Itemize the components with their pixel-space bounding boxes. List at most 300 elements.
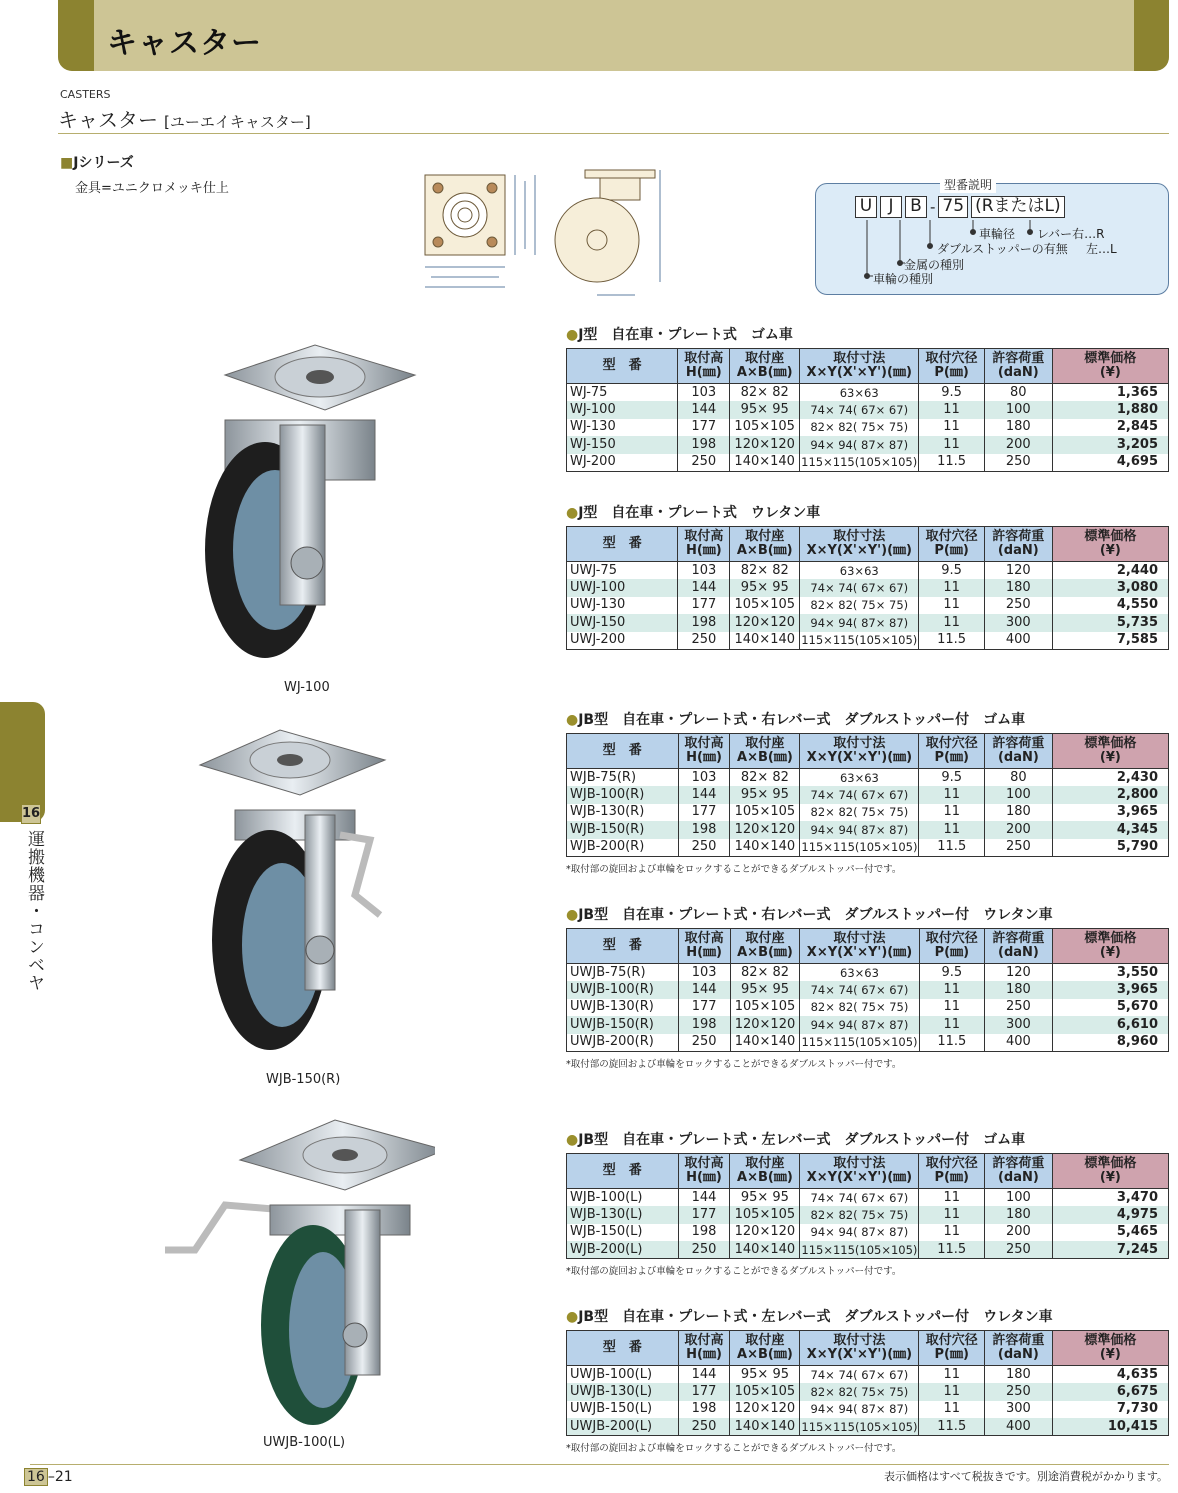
spec-section — [566, 324, 1169, 472]
series-title — [60, 152, 134, 172]
spec-table — [566, 348, 1169, 472]
table-cell: 140×140 — [730, 839, 800, 857]
table-cell: 11 — [919, 1224, 985, 1242]
table-row — [567, 1418, 1169, 1436]
table-cell: WJB-150(L) — [567, 1224, 679, 1242]
table-cell: 11 — [919, 981, 985, 999]
table-cell: UWJB-100(L) — [567, 1366, 679, 1384]
column-header: 取付穴径 P(㎜) — [919, 929, 985, 964]
column-header: 取付寸法 X×Y(X'×Y')(㎜) — [800, 349, 919, 384]
table-cell: 3,965 — [1052, 981, 1168, 999]
table-cell: 177 — [678, 419, 730, 437]
bullet-dot-icon: ● — [566, 1132, 579, 1148]
spec-section — [566, 1129, 1169, 1277]
table-cell: 4,635 — [1052, 1366, 1168, 1384]
section-title-text: JB型 自在車・プレート式・左レバー式 ダブルストッパー付 ゴム車 — [578, 1132, 1026, 1148]
table-row — [567, 804, 1169, 822]
table-cell: 105×105 — [730, 804, 800, 822]
table-cell: 11 — [919, 1016, 985, 1034]
table-cell: 200 — [985, 821, 1053, 839]
section-note: *取付部の旋回および車輪をロックすることができるダブルストッパー付です。 — [566, 1266, 902, 1278]
table-cell: WJB-200(L) — [567, 1241, 679, 1259]
column-header: 型 番 — [567, 349, 678, 384]
table-cell: WJB-200(R) — [567, 839, 679, 857]
table-cell: 82× 82( 75× 75) — [800, 419, 919, 437]
table-cell: 8,960 — [1052, 1034, 1168, 1052]
series-title-text: Jシリーズ — [73, 155, 134, 171]
table-cell: 11.5 — [919, 454, 985, 472]
table-cell: 11 — [919, 1383, 985, 1401]
photo-caption-2: WJB-150(R) — [266, 1072, 341, 1087]
table-cell: WJB-100(R) — [567, 786, 679, 804]
table-cell: 11 — [919, 804, 985, 822]
table-row — [567, 454, 1169, 472]
table-row — [567, 1189, 1169, 1207]
column-header: 型 番 — [567, 527, 678, 562]
table-cell: UWJ-150 — [567, 614, 678, 632]
table-cell: 300 — [984, 614, 1052, 632]
spec-section — [566, 1306, 1169, 1454]
column-header: 許容荷重 (daN) — [985, 734, 1053, 769]
table-cell: 6,675 — [1052, 1383, 1168, 1401]
table-cell: 74× 74( 67× 67) — [800, 1366, 919, 1384]
page-number — [24, 1469, 73, 1485]
column-header: 取付座 A×B(㎜) — [730, 349, 800, 384]
table-cell: 3,205 — [1052, 436, 1168, 454]
table-cell: 144 — [678, 1189, 730, 1207]
column-header: 型 番 — [567, 1154, 679, 1189]
table-cell: 105×105 — [730, 999, 800, 1017]
legend-metal-type: 金属の種別 — [904, 258, 965, 272]
table-cell: 74× 74( 67× 67) — [800, 981, 919, 999]
section-note: *取付部の旋回および車輪をロックすることができるダブルストッパー付です。 — [566, 1443, 902, 1455]
table-cell: WJB-100(L) — [567, 1189, 679, 1207]
table-cell: 5,735 — [1052, 614, 1168, 632]
spec-section — [566, 709, 1169, 875]
table-cell: 82× 82 — [730, 384, 800, 402]
footer-divider — [30, 1464, 1169, 1465]
section-title-text: JB型 自在車・プレート式・左レバー式 ダブルストッパー付 ウレタン車 — [578, 1309, 1053, 1325]
spec-section — [566, 904, 1169, 1070]
column-header: 許容荷重 (daN) — [985, 1154, 1053, 1189]
table-cell: 74× 74( 67× 67) — [800, 786, 919, 804]
table-cell: WJ-75 — [567, 384, 678, 402]
table-row — [567, 964, 1169, 982]
section-title — [566, 904, 1169, 923]
table-cell: 7,585 — [1052, 632, 1168, 650]
section-title-text: J型 自在車・プレート式 ウレタン車 — [578, 505, 821, 521]
table-cell: 180 — [985, 1206, 1053, 1224]
table-row — [567, 981, 1169, 999]
table-row — [567, 1034, 1169, 1052]
table-cell: 6,610 — [1052, 1016, 1168, 1034]
table-cell: 120×120 — [730, 1016, 800, 1034]
bullet-dot-icon: ● — [566, 1309, 579, 1325]
table-cell: UWJB-130(L) — [567, 1383, 679, 1401]
table-cell: 1,880 — [1052, 401, 1168, 419]
table-cell: 250 — [678, 632, 730, 650]
section-title-text: J型 自在車・プレート式 ゴム車 — [578, 327, 793, 343]
table-cell: 4,550 — [1052, 597, 1168, 615]
table-cell: 2,430 — [1052, 769, 1168, 787]
section-title — [566, 1306, 1169, 1325]
table-cell: 180 — [985, 804, 1053, 822]
bullet-dot-icon: ● — [566, 712, 579, 728]
table-cell: WJB-75(R) — [567, 769, 679, 787]
column-header: 許容荷重 (daN) — [984, 349, 1052, 384]
table-cell: 250 — [985, 999, 1053, 1017]
table-cell: 4,975 — [1052, 1206, 1168, 1224]
bullet-dot-icon: ● — [566, 907, 579, 923]
table-row — [567, 562, 1169, 580]
table-cell: WJ-200 — [567, 454, 678, 472]
spec-table — [566, 1330, 1169, 1436]
table-cell: 3,080 — [1052, 579, 1168, 597]
table-cell: 11 — [919, 821, 985, 839]
column-header: 許容荷重 (daN) — [984, 527, 1052, 562]
table-cell: 11 — [919, 1366, 985, 1384]
table-cell: 3,965 — [1052, 804, 1168, 822]
table-cell: UWJ-75 — [567, 562, 678, 580]
table-cell: WJB-130(R) — [567, 804, 679, 822]
table-row — [567, 1383, 1169, 1401]
table-cell: 74× 74( 67× 67) — [800, 401, 919, 419]
table-cell: 200 — [985, 1224, 1053, 1242]
table-cell: 95× 95 — [730, 401, 800, 419]
section-title — [566, 709, 1169, 728]
table-cell: 100 — [985, 786, 1053, 804]
table-cell: 120 — [985, 964, 1053, 982]
table-cell: 80 — [984, 384, 1052, 402]
table-cell: 144 — [678, 981, 730, 999]
column-header: 取付座 A×B(㎜) — [730, 1331, 800, 1366]
table-cell: 2,845 — [1052, 419, 1168, 437]
table-cell: 250 — [678, 1034, 730, 1052]
table-cell: 198 — [678, 1224, 730, 1242]
table-cell: UWJB-200(L) — [567, 1418, 679, 1436]
table-cell: 198 — [678, 821, 730, 839]
column-header: 取付高 H(㎜) — [678, 929, 730, 964]
legend-double-stopper: ダブルストッパーの有無 — [937, 242, 1068, 256]
table-cell: 115×115(105×105) — [800, 454, 919, 472]
table-cell: 94× 94( 87× 87) — [800, 1401, 919, 1419]
table-cell: 144 — [678, 786, 730, 804]
table-cell: 198 — [678, 436, 730, 454]
table-row — [567, 1241, 1169, 1259]
table-cell: 200 — [984, 436, 1052, 454]
table-cell: 95× 95 — [730, 981, 800, 999]
column-header: 取付座 A×B(㎜) — [730, 1154, 800, 1189]
table-cell: 5,790 — [1052, 839, 1168, 857]
square-bullet-icon: ■ — [60, 155, 74, 171]
table-row — [567, 821, 1169, 839]
table-cell: 11 — [919, 401, 985, 419]
table-cell: 250 — [678, 839, 730, 857]
table-row — [567, 786, 1169, 804]
section-note: *取付部の旋回および車輪をロックすることができるダブルストッパー付です。 — [566, 1058, 902, 1070]
table-cell: 250 — [678, 1241, 730, 1259]
table-cell: 103 — [678, 384, 730, 402]
subtitle-jp-bracket: [ユーエイキャスター] — [164, 113, 311, 131]
table-cell: 5,465 — [1052, 1224, 1168, 1242]
subtitle-jp — [58, 104, 311, 133]
code-j: J — [880, 196, 902, 218]
table-cell: 2,800 — [1052, 786, 1168, 804]
table-cell: 115×115(105×105) — [800, 632, 919, 650]
table-cell: 10,415 — [1052, 1418, 1168, 1436]
section-title-text: JB型 自在車・プレート式・右レバー式 ダブルストッパー付 ゴム車 — [578, 712, 1026, 728]
legend-lever-right: レバー右…R — [1037, 227, 1105, 241]
table-cell: 3,470 — [1052, 1189, 1168, 1207]
column-header: 取付寸法 X×Y(X'×Y')(㎜) — [800, 929, 919, 964]
table-cell: UWJB-100(R) — [567, 981, 679, 999]
section-title — [566, 502, 1169, 521]
subtitle-en: CASTERS — [60, 88, 111, 101]
table-cell: 1,365 — [1052, 384, 1168, 402]
header-tab-right — [1134, 0, 1169, 71]
table-row — [567, 769, 1169, 787]
table-cell: 250 — [984, 597, 1052, 615]
table-cell: 63×63 — [800, 562, 919, 580]
table-cell: 80 — [985, 769, 1053, 787]
column-header: 取付穴径 P(㎜) — [919, 527, 985, 562]
column-header: 取付座 A×B(㎜) — [730, 929, 800, 964]
footer-tax-note: 表示価格はすべて税抜きです。別途消費税がかかります。 — [883, 1470, 1168, 1483]
table-cell: 120×120 — [730, 1401, 800, 1419]
side-chapter-number: 16 — [21, 804, 41, 824]
column-header: 取付高 H(㎜) — [678, 1154, 730, 1189]
table-cell: 63×63 — [800, 769, 919, 787]
page-title: キャスター — [107, 26, 262, 61]
table-cell: WJ-130 — [567, 419, 678, 437]
table-cell: 180 — [985, 1366, 1053, 1384]
table-cell: 63×63 — [800, 384, 919, 402]
spec-table — [566, 928, 1169, 1052]
table-cell: 11 — [919, 614, 985, 632]
table-row — [567, 1206, 1169, 1224]
table-cell: 82× 82( 75× 75) — [800, 1383, 919, 1401]
table-cell: 9.5 — [919, 964, 985, 982]
table-cell: 250 — [678, 1418, 730, 1436]
column-header: 標準価格 (¥) — [1052, 1331, 1168, 1366]
table-cell: 180 — [984, 579, 1052, 597]
table-cell: 82× 82 — [730, 964, 800, 982]
code-dash: - — [930, 198, 936, 216]
spec-table — [566, 1153, 1169, 1259]
table-cell: 120×120 — [730, 614, 800, 632]
dimension-diagram — [405, 155, 685, 305]
column-header: 標準価格 (¥) — [1052, 929, 1168, 964]
table-cell: 94× 94( 87× 87) — [800, 614, 919, 632]
table-cell: 3,550 — [1052, 964, 1168, 982]
table-cell: UWJB-75(R) — [567, 964, 679, 982]
table-cell: 177 — [678, 999, 730, 1017]
table-cell: 120 — [984, 562, 1052, 580]
column-header: 取付高 H(㎜) — [678, 527, 730, 562]
table-cell: 180 — [984, 419, 1052, 437]
table-cell: 11 — [919, 436, 985, 454]
table-row — [567, 1016, 1169, 1034]
table-cell: UWJ-100 — [567, 579, 678, 597]
column-header: 取付穴径 P(㎜) — [919, 734, 985, 769]
table-cell: 82× 82( 75× 75) — [800, 999, 919, 1017]
table-cell: 400 — [985, 1034, 1053, 1052]
column-header: 型 番 — [567, 734, 679, 769]
table-cell: 103 — [678, 562, 730, 580]
table-cell: 95× 95 — [730, 1189, 800, 1207]
table-row — [567, 614, 1169, 632]
section-note: *取付部の旋回および車輪をロックすることができるダブルストッパー付です。 — [566, 863, 902, 875]
column-header: 取付寸法 X×Y(X'×Y')(㎜) — [800, 1154, 919, 1189]
table-cell: 11.5 — [919, 1418, 985, 1436]
column-header: 取付寸法 X×Y(X'×Y')(㎜) — [800, 527, 919, 562]
table-cell: 140×140 — [730, 454, 800, 472]
table-cell: 82× 82 — [730, 769, 800, 787]
table-cell: 400 — [984, 632, 1052, 650]
table-cell: 11 — [919, 786, 985, 804]
table-cell: 198 — [678, 1401, 730, 1419]
table-cell: 11.5 — [919, 1241, 985, 1259]
section-title-text: JB型 自在車・プレート式・右レバー式 ダブルストッパー付 ウレタン車 — [578, 907, 1053, 923]
bullet-dot-icon: ● — [566, 505, 579, 521]
code-b: B — [905, 196, 927, 218]
table-row — [567, 384, 1169, 402]
table-cell: 95× 95 — [730, 786, 800, 804]
side-chapter-title: 運搬機器・コンベヤ — [24, 830, 44, 992]
table-cell: 177 — [678, 804, 730, 822]
series-subtitle: 金具=ユニクロメッキ仕上 — [75, 181, 229, 196]
column-header: 標準価格 (¥) — [1052, 1154, 1168, 1189]
caster-photo-uwjb100l — [155, 1110, 435, 1430]
section-title — [566, 1129, 1169, 1148]
table-cell: 94× 94( 87× 87) — [800, 1224, 919, 1242]
column-header: 取付寸法 X×Y(X'×Y')(㎜) — [800, 734, 919, 769]
column-header: 取付穴径 P(㎜) — [919, 349, 985, 384]
table-cell: 144 — [678, 1366, 730, 1384]
code-u: U — [855, 196, 877, 218]
table-cell: 198 — [678, 1016, 730, 1034]
table-cell: WJ-100 — [567, 401, 678, 419]
table-cell: 9.5 — [919, 769, 985, 787]
table-row — [567, 1224, 1169, 1242]
legend-wheel-type: 車輪の種別 — [873, 272, 934, 286]
table-cell: 177 — [678, 1383, 730, 1401]
table-cell: WJ-150 — [567, 436, 678, 454]
table-cell: 250 — [985, 1241, 1053, 1259]
table-cell: 103 — [678, 964, 730, 982]
table-cell: 140×140 — [730, 1034, 800, 1052]
table-cell: 105×105 — [730, 1383, 800, 1401]
table-cell: 180 — [985, 981, 1053, 999]
table-cell: 105×105 — [730, 597, 800, 615]
table-cell: 94× 94( 87× 87) — [800, 821, 919, 839]
model-code-row — [855, 196, 1065, 218]
table-row — [567, 1366, 1169, 1384]
caster-photo-wj100 — [195, 335, 435, 665]
table-cell: 95× 95 — [730, 1366, 800, 1384]
table-cell: 100 — [985, 1189, 1053, 1207]
code-rl: (RまたはL) — [971, 196, 1065, 218]
column-header: 標準価格 (¥) — [1052, 527, 1168, 562]
column-header: 取付穴径 P(㎜) — [919, 1331, 985, 1366]
legend-wheel-dia: 車輪径 — [979, 227, 1016, 241]
column-header: 型 番 — [567, 929, 679, 964]
column-header: 取付寸法 X×Y(X'×Y')(㎜) — [800, 1331, 919, 1366]
table-cell: UWJB-150(R) — [567, 1016, 679, 1034]
table-cell: 400 — [985, 1418, 1053, 1436]
table-cell: 198 — [678, 614, 730, 632]
table-row — [567, 419, 1169, 437]
code-size: 75 — [938, 196, 968, 218]
table-cell: 177 — [678, 1206, 730, 1224]
table-cell: 11 — [919, 419, 985, 437]
divider — [58, 133, 1169, 134]
table-cell: 115×115(105×105) — [800, 1241, 919, 1259]
column-header: 標準価格 (¥) — [1052, 349, 1168, 384]
table-cell: 4,695 — [1052, 454, 1168, 472]
table-cell: 11 — [919, 1206, 985, 1224]
table-cell: 140×140 — [730, 1241, 800, 1259]
table-cell: 2,440 — [1052, 562, 1168, 580]
table-cell: 144 — [678, 401, 730, 419]
table-cell: 63×63 — [800, 964, 919, 982]
column-header: 標準価格 (¥) — [1052, 734, 1168, 769]
table-cell: 94× 94( 87× 87) — [800, 436, 919, 454]
table-cell: 120×120 — [730, 821, 800, 839]
table-cell: 250 — [985, 839, 1053, 857]
table-cell: 11 — [919, 579, 985, 597]
table-cell: 11.5 — [919, 1034, 985, 1052]
table-row — [567, 839, 1169, 857]
table-cell: 140×140 — [730, 1418, 800, 1436]
table-cell: 105×105 — [730, 419, 800, 437]
table-cell: 115×115(105×105) — [800, 1034, 919, 1052]
table-cell: 7,245 — [1052, 1241, 1168, 1259]
table-cell: WJB-150(R) — [567, 821, 679, 839]
table-cell: 7,730 — [1052, 1401, 1168, 1419]
photo-caption-3: UWJB-100(L) — [263, 1435, 346, 1450]
bullet-dot-icon: ● — [566, 327, 579, 343]
spec-section — [566, 502, 1169, 650]
table-row — [567, 1401, 1169, 1419]
table-cell: 4,345 — [1052, 821, 1168, 839]
column-header: 型 番 — [567, 1331, 679, 1366]
table-cell: 300 — [985, 1016, 1053, 1034]
table-cell: 11.5 — [919, 839, 985, 857]
table-row — [567, 597, 1169, 615]
model-explain-title: 型番説明 — [940, 176, 996, 193]
table-cell: 250 — [984, 454, 1052, 472]
header-tab-left — [58, 0, 94, 71]
table-cell: 11 — [919, 597, 985, 615]
table-cell: UWJB-150(L) — [567, 1401, 679, 1419]
table-cell: 82× 82 — [730, 562, 800, 580]
table-cell: 9.5 — [919, 384, 985, 402]
table-cell: 103 — [678, 769, 730, 787]
table-cell: 11 — [919, 999, 985, 1017]
table-cell: 5,670 — [1052, 999, 1168, 1017]
photo-caption-1: WJ-100 — [284, 680, 330, 695]
spec-table — [566, 526, 1169, 650]
table-cell: 11.5 — [919, 632, 985, 650]
page-number-rest: –21 — [47, 1469, 73, 1485]
column-header: 取付高 H(㎜) — [678, 734, 730, 769]
table-cell: 82× 82( 75× 75) — [800, 804, 919, 822]
table-cell: 82× 82( 75× 75) — [800, 1206, 919, 1224]
table-cell: 120×120 — [730, 436, 800, 454]
column-header: 許容荷重 (daN) — [985, 1331, 1053, 1366]
table-cell: 250 — [678, 454, 730, 472]
